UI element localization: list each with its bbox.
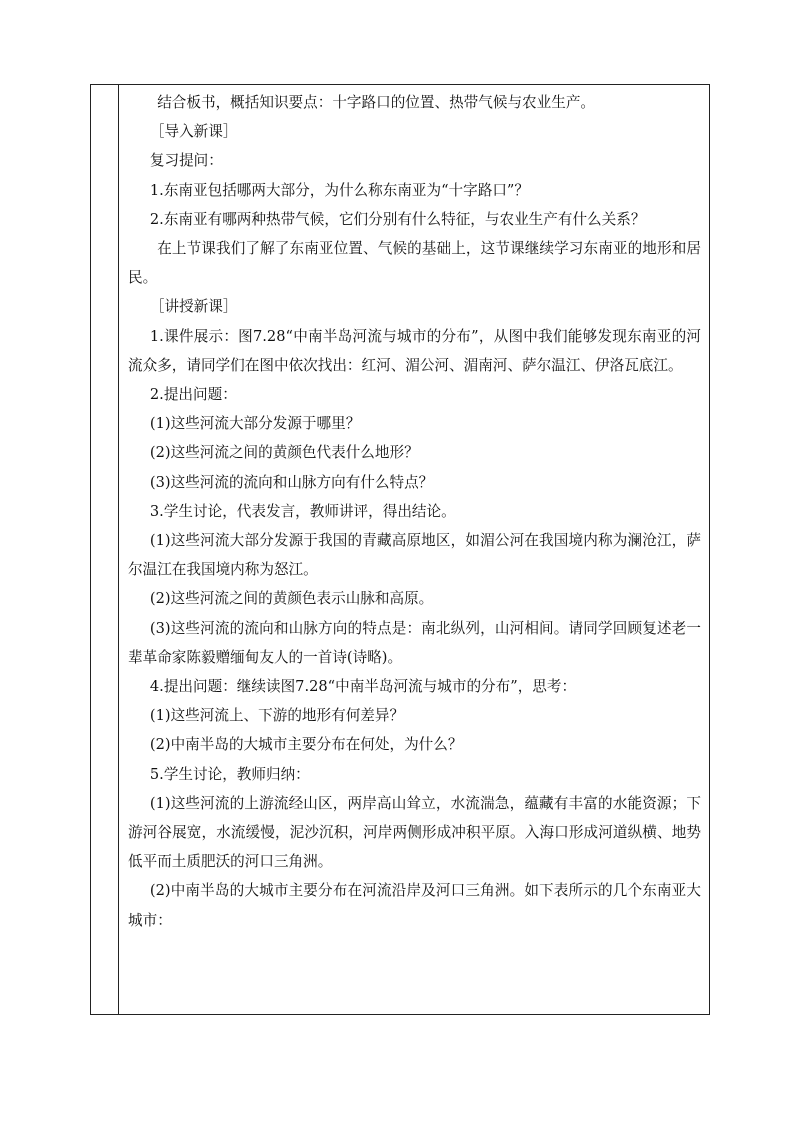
conclusion-5-2: (2)中南半岛的大城市主要分布在河流沿岸及河口三角洲。如下表所示的几个东南亚大城市： xyxy=(128,882,701,929)
summary-paragraph: 结合板书，概括知识要点：十字路口的位置、热带气候与农业生产。 xyxy=(157,94,596,111)
question-4-2: (2)中南半岛的大城市主要分布在何处，为什么？ xyxy=(149,736,463,754)
section-heading-intro: ［导入新课］ xyxy=(149,123,238,141)
conclusion-5-1: (1)这些河流的上游流经山区，两岸高山耸立，水流湍急，蕴藏有丰富的水能资源；下游河谷展宽，水流缓慢，泥沙沉积，河岸两侧形成冲积平原。入海口形成河道纵横、地势低平而土质肥沃的河口三角洲。 xyxy=(128,794,701,871)
step-5-summary: 5.学生讨论，教师归纳： xyxy=(149,765,310,783)
review-question-1: 1.东南亚包括哪两大部分，为什么称东南亚为“十字路口”？ xyxy=(149,181,529,199)
table-left-column-cell xyxy=(91,85,119,1014)
question-2-1: (1)这些河流大部分发源于哪里？ xyxy=(149,415,361,433)
question-2-2: (2)这些河流之间的黄颜色代表什么地形？ xyxy=(149,444,419,462)
conclusion-3-1: (1)这些河流大部分发源于我国的青藏高原地区，如湄公河在我国境内称为澜沧江，萨尔温江在我国境内称为怒江。 xyxy=(128,532,701,579)
step-4-questions: 4.提出问题：继续读图7.28“中南半岛河流与城市的分布”，思考： xyxy=(149,678,577,696)
section-heading-new-lesson: ［讲授新课］ xyxy=(149,298,238,316)
transition-paragraph: 在上节课我们了解了东南亚位置、气候的基础上，这节课继续学习东南亚的地形和居民。 xyxy=(128,240,701,287)
review-question-2: 2.东南亚有哪两种热带气候，它们分别有什么特征，与农业生产有什么关系？ xyxy=(149,210,646,228)
lesson-content-cell xyxy=(119,85,709,1014)
step-2-questions: 2.提出问题： xyxy=(149,386,237,404)
step-1-courseware: 1.课件展示：图7.28“中南半岛河流与城市的分布”，从图中我们能够发现东南亚的河流众多，请同学们在图中依次找出：红河、湄公河、湄南河、萨尔温江、伊洛瓦底江。 xyxy=(128,327,701,374)
step-3-discussion: 3.学生讨论，代表发言，教师讲评，得出结论。 xyxy=(149,502,456,520)
lesson-table xyxy=(90,84,710,1015)
question-4-1: (1)这些河流上、下游的地形有何差异？ xyxy=(149,707,405,725)
review-questions-label: 复习提问： xyxy=(149,152,223,170)
conclusion-3-2: (2)这些河流之间的黄颜色表示山脉和高原。 xyxy=(149,590,434,608)
question-2-3: (3)这些河流的流向和山脉方向有什么特点？ xyxy=(149,473,434,491)
conclusion-3-3: (3)这些河流的流向和山脉方向的特点是：南北纵列，山河相间。请同学回顾复述老一辈革命家陈毅赠缅甸友人的一首诗(诗略)。 xyxy=(128,619,701,666)
